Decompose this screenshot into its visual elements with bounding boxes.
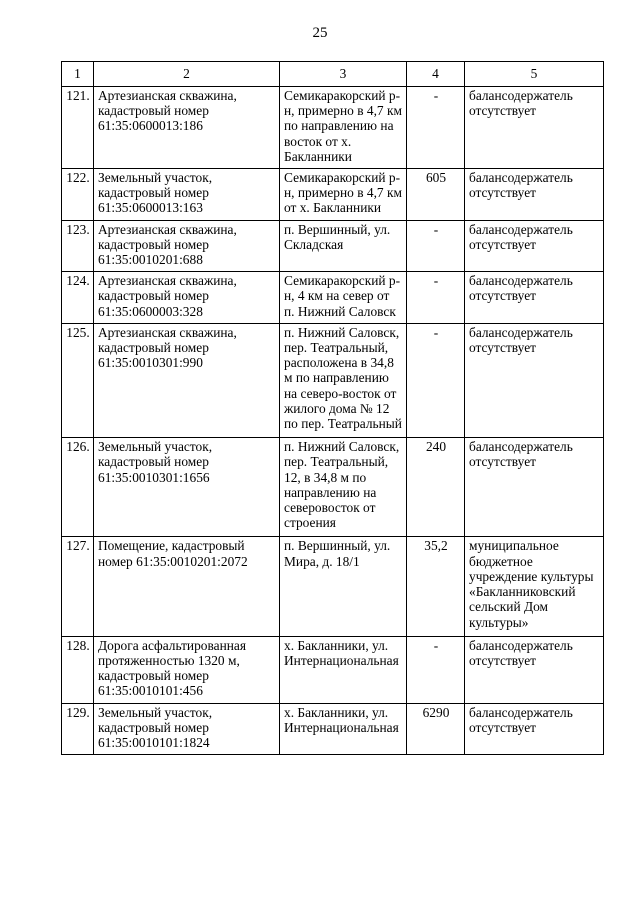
object-location: п. Вершинный, ул. Складская: [280, 220, 407, 272]
table-header-row: [62, 62, 604, 87]
property-registry-table: [61, 61, 604, 755]
object-area: -: [407, 220, 465, 272]
table-row: [62, 272, 604, 324]
balance-holder: балансодержатель отсутствует: [465, 438, 604, 537]
balance-holder: балансодержатель отсутствует: [465, 220, 604, 272]
column-header: 3: [280, 62, 407, 87]
row-number: 124.: [62, 272, 94, 324]
object-area: 35,2: [407, 537, 465, 636]
table-row: [62, 87, 604, 169]
object-area: 6290: [407, 703, 465, 755]
table-row: [62, 169, 604, 221]
object-area: -: [407, 87, 465, 169]
object-location: Семикаракорский р-н, 4 км на север от п. Нижний Саловск: [280, 272, 407, 324]
object-name: Помещение, кадастровый номер 61:35:0010201:2072: [94, 537, 280, 636]
balance-holder: балансодержатель отсутствует: [465, 636, 604, 703]
balance-holder: муниципальное бюджетное учреждение культуры «Бакланниковский сельский Дом культуры»: [465, 537, 604, 636]
table-row: [62, 323, 604, 437]
object-area: 240: [407, 438, 465, 537]
object-location: х. Бакланники, ул. Интернациональная: [280, 703, 407, 755]
table-row: [62, 220, 604, 272]
balance-holder: балансодержатель отсутствует: [465, 169, 604, 221]
object-name: Артезианская скважина, кадастровый номер 61:35:0010301:990: [94, 323, 280, 437]
object-location: х. Бакланники, ул. Интернациональная: [280, 636, 407, 703]
row-number: 126.: [62, 438, 94, 537]
balance-holder: балансодержатель отсутствует: [465, 703, 604, 755]
column-header: 2: [94, 62, 280, 87]
page-number: 25: [312, 25, 328, 41]
object-area: -: [407, 272, 465, 324]
table-row: [62, 537, 604, 636]
object-name: Артезианская скважина, кадастровый номер 61:35:0600013:186: [94, 87, 280, 169]
object-name: Земельный участок, кадастровый номер 61:35:0010301:1656: [94, 438, 280, 537]
row-number: 129.: [62, 703, 94, 755]
object-area: -: [407, 323, 465, 437]
object-name: Артезианская скважина, кадастровый номер 61:35:0010201:688: [94, 220, 280, 272]
object-location: Семикаракорский р-н, примерно в 4,7 км по направлению на восток от х. Бакланники: [280, 87, 407, 169]
row-number: 121.: [62, 87, 94, 169]
row-number: 123.: [62, 220, 94, 272]
table-row: [62, 703, 604, 755]
balance-holder: балансодержатель отсутствует: [465, 87, 604, 169]
table-row: [62, 636, 604, 703]
object-area: 605: [407, 169, 465, 221]
object-area: -: [407, 636, 465, 703]
object-location: п. Нижний Саловск, пер. Театральный, 12, в 34,8 м по направлению на северовосток от строения: [280, 438, 407, 537]
row-number: 122.: [62, 169, 94, 221]
row-number: 127.: [62, 537, 94, 636]
object-name: Земельный участок, кадастровый номер 61:35:0010101:1824: [94, 703, 280, 755]
balance-holder: балансодержатель отсутствует: [465, 323, 604, 437]
column-header: 4: [407, 62, 465, 87]
object-location: Семикаракорский р-н, примерно в 4,7 км от х. Бакланники: [280, 169, 407, 221]
column-header: 1: [62, 62, 94, 87]
row-number: 125.: [62, 323, 94, 437]
object-name: Дорога асфальтированная протяженностью 1320 м, кадастровый номер 61:35:0010101:456: [94, 636, 280, 703]
balance-holder: балансодержатель отсутствует: [465, 272, 604, 324]
object-name: Артезианская скважина, кадастровый номер 61:35:0600003:328: [94, 272, 280, 324]
column-header: 5: [465, 62, 604, 87]
object-location: п. Нижний Саловск, пер. Театральный, расположена в 34,8 м по направлению на северо-восток от жилого дома № 12 по пер. Театральный: [280, 323, 407, 437]
row-number: 128.: [62, 636, 94, 703]
object-location: п. Вершинный, ул. Мира, д. 18/1: [280, 537, 407, 636]
object-name: Земельный участок, кадастровый номер 61:35:0600013:163: [94, 169, 280, 221]
table-row: [62, 438, 604, 537]
